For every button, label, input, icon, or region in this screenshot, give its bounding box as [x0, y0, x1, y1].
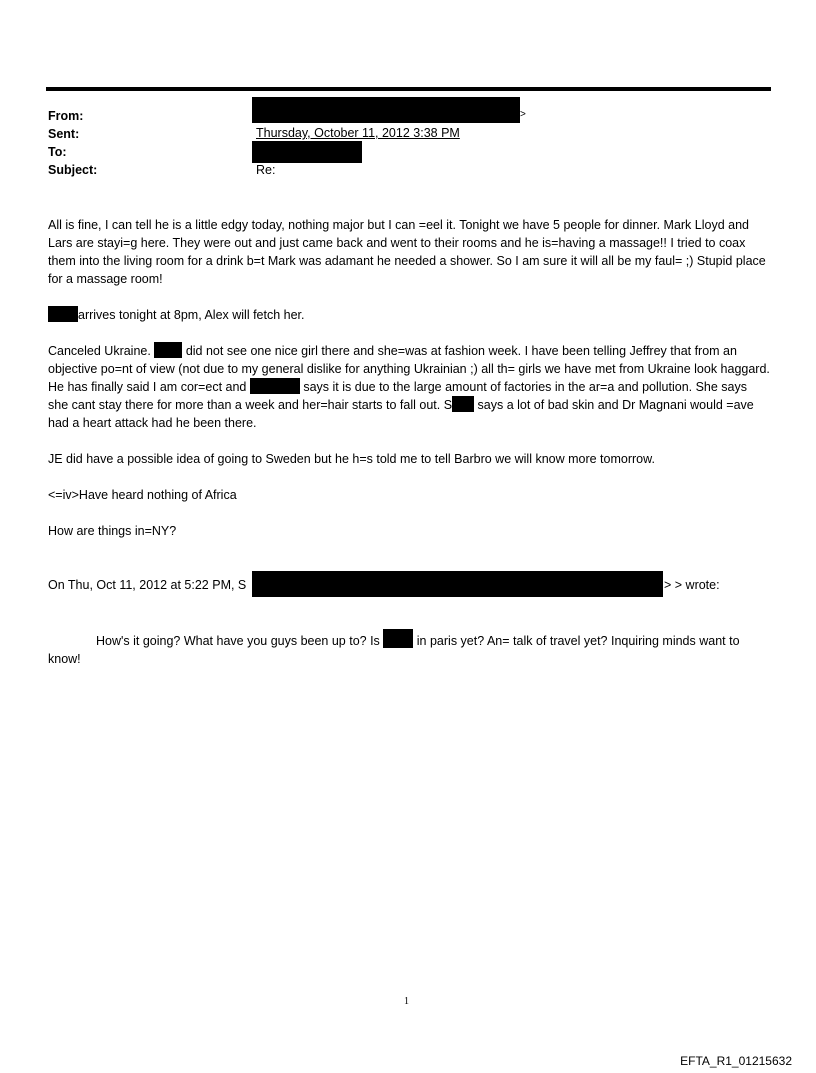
- name-redaction: [250, 378, 300, 394]
- subject-label: Subject:: [48, 163, 98, 177]
- body-paragraph-6: How are things in=NY?: [48, 524, 177, 538]
- quoted-message: [48, 629, 770, 668]
- body-paragraph-3: [48, 342, 770, 432]
- body-paragraph-5: <=iv>Have heard nothing of Africa: [48, 488, 237, 502]
- body-paragraph-1: All is fine, I can tell he is a little edgy today, nothing major but I can =eel it. Tonight we have 5 people for dinner. Mark Lloyd and Lars are stayi=g here. They were out and just came back and went to their rooms and he is=having a massage!! I tried to coax them into the living room for a drink b=t Mark was adamant he needed a shower. So I am sure it will all be my faul= ;) Stupid place for a massage room!: [48, 218, 766, 286]
- to-redaction: [252, 141, 362, 163]
- header-rule: [46, 87, 771, 91]
- quoted-text-a: How's it going? What have you guys been up to? Is: [96, 634, 380, 648]
- name-redaction: [383, 629, 413, 648]
- from-tail: >: [520, 109, 526, 120]
- sent-label: Sent:: [48, 127, 80, 141]
- arrival-text: arrives tonight at 8pm, Alex will fetch her.: [78, 308, 305, 322]
- ukraine-text-d: says a lot of bad skin and Dr Magnani would =ave had a heart attack had he been there.: [48, 398, 754, 430]
- sender-redaction: [252, 571, 663, 597]
- body-paragraph-4: JE did have a possible idea of going to Sweden but he h=s told me to tell Barbro we will know more tomorrow.: [48, 452, 655, 466]
- ukraine-text-b: did not see one nice girl there and she=was at fashion week. I have been telling Jeffrey that from an objective po=nt of view (not due to my general dislike for anything Ukrainian ;) all th= girls we have met from Ukraine look haggard. He has finally said I am cor=ect and: [48, 344, 770, 394]
- from-redaction: [252, 97, 520, 123]
- quote-intro: On Thu, Oct 11, 2012 at 5:22 PM, S: [48, 578, 247, 592]
- sent-value: Thursday, October 11, 2012 3:38 PM: [256, 126, 460, 140]
- name-redaction: [48, 306, 78, 322]
- ukraine-text-c: says it is due to the large amount of factories in the ar=a and pollution. She says she cant stay there for more than a week and her=hair starts to fall out. S: [48, 380, 748, 412]
- from-label: From:: [48, 109, 84, 123]
- name-redaction: [452, 396, 474, 412]
- quoted-text-b: in paris yet? An= talk of travel yet? Inquiring minds want to know!: [48, 634, 740, 666]
- document-id: EFTA_R1_01215632: [680, 1054, 792, 1068]
- subject-value: Re:: [256, 163, 276, 177]
- name-redaction: [154, 342, 182, 358]
- body-paragraph-2: [48, 306, 770, 324]
- ukraine-text-a: Canceled Ukraine.: [48, 344, 151, 358]
- quote-tail: > > wrote:: [664, 578, 720, 592]
- to-label: To:: [48, 145, 67, 159]
- page-number: 1: [404, 996, 409, 1007]
